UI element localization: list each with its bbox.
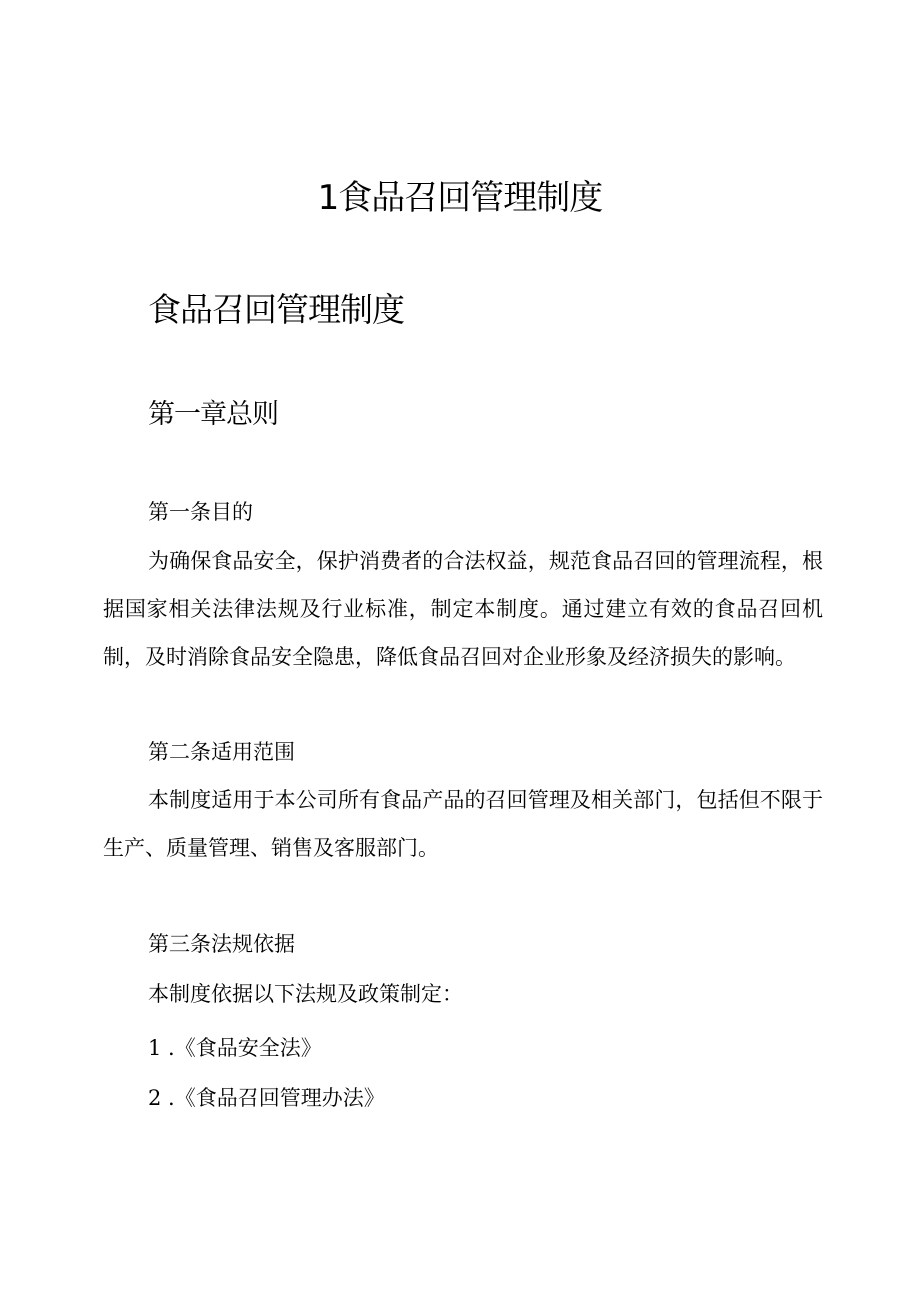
chapter-heading: 第一章总则	[148, 399, 278, 430]
article-3-body: 本制度依据以下法规及政策制定：	[148, 982, 463, 1006]
document-heading: 食品召回管理制度	[148, 290, 404, 329]
article-2-heading: 第二条适用范围	[148, 740, 295, 764]
article-2-body: 本制度适用于本公司所有食品产品的召回管理及相关部门，包括但不限于生产、质量管理、销售及客服部门。	[103, 788, 823, 860]
list-item: 1 .《食品安全法》	[148, 1036, 322, 1060]
document-title: 1食品召回管理制度	[317, 178, 603, 218]
article-1-body: 为确保食品安全，保护消费者的合法权益，规范食品召回的管理流程，根据国家相关法律法规及行业标准，制定本制度。通过建立有效的食品召回机制，及时消除食品安全隐患，降低食品召回对企业形象及经济损失的影响。	[103, 549, 823, 669]
article-3-heading: 第三条法规依据	[148, 932, 295, 956]
list-item: 2 .《食品召回管理办法》	[148, 1086, 385, 1110]
article-1-heading: 第一条目的	[148, 500, 253, 524]
